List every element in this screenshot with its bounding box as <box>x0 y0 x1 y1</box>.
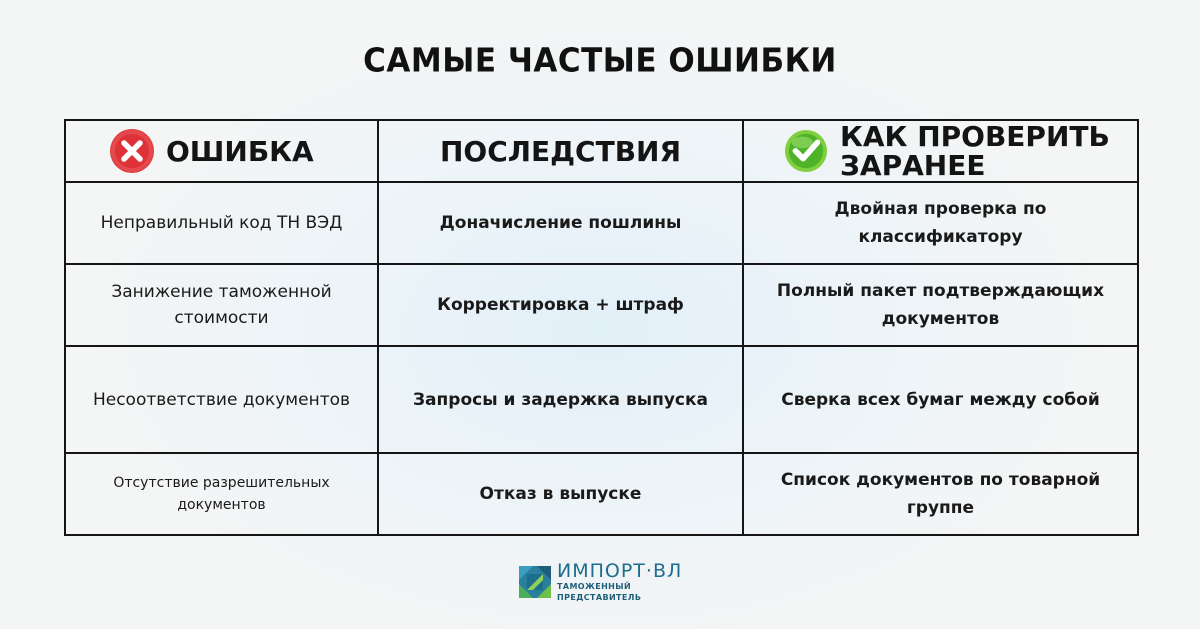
cell-consequence: Отказ в выпуске <box>378 453 743 535</box>
cell-check <box>743 182 1138 264</box>
header-check-line1: КАК ПРОВЕРИТЬ <box>840 120 1110 153</box>
brand-name: ИМПОРТ·ВЛ <box>557 560 683 582</box>
cell-error <box>65 264 378 346</box>
cell-consequence: Доначисление пошлины <box>378 182 743 264</box>
header-error-label: ОШИБКА <box>166 134 314 168</box>
table-header-row <box>65 120 1138 182</box>
checkmark-icon <box>784 129 828 173</box>
header-check <box>743 120 1138 182</box>
brand-logo <box>519 560 689 602</box>
table-row <box>65 346 1138 453</box>
cell-check <box>743 453 1138 535</box>
table-row <box>65 453 1138 535</box>
table-row <box>65 264 1138 346</box>
header-check-label <box>840 122 1110 180</box>
cell-check-text: Двойная проверка по классификатору <box>834 199 1047 247</box>
header-consequence-label: ПОСЛЕДСТВИЯ <box>439 134 682 168</box>
cell-check-text: Полный пакет подтверждающих документов <box>776 281 1105 329</box>
header-error <box>65 120 378 182</box>
header-consequence <box>378 120 743 182</box>
errors-table <box>64 119 1139 536</box>
header-check-line2: ЗАРАНЕЕ <box>840 149 986 182</box>
brand-tagline: ТАМОЖЕННЫЙ ПРЕДСТАВИТЕЛЬ <box>557 582 642 602</box>
cell-error <box>65 453 378 535</box>
cell-error: Неправильный код ТН ВЭД <box>65 182 378 264</box>
cell-consequence: Корректировка + штраф <box>378 264 743 346</box>
cell-consequence: Запросы и задержка выпуска <box>378 346 743 453</box>
cell-check <box>743 264 1138 346</box>
cross-icon <box>110 129 154 173</box>
cell-check: Сверка всех бумаг между собой <box>743 346 1138 453</box>
page-title: САМЫЕ ЧАСТЫЕ ОШИБКИ <box>363 42 837 80</box>
cell-error-text: Отсутствие разрешительных документов <box>113 475 330 513</box>
table-row <box>65 182 1138 264</box>
cell-error-text: Занижение таможенной стоимости <box>111 282 332 328</box>
cell-error: Несоответствие документов <box>65 346 378 453</box>
cell-check-text: Список документов по товарной группе <box>780 470 1101 518</box>
logo-mark-icon <box>519 566 551 598</box>
